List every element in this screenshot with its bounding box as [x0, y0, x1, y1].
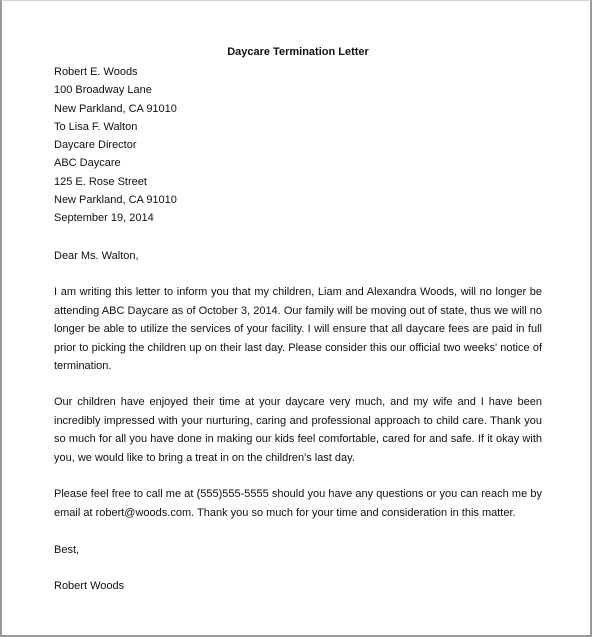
recipient-city: New Parkland, CA 91010 — [54, 194, 177, 207]
body-paragraph: Our children have enjoyed their time at your daycare very much, and my wife and I have been incredibly impressed with your nurturing, caring and professional approach to child care. Thank you so much for all you have done in making our kids feel comfortable, cared for and safe. If it okay with you, we would like to bring a treat in on the children's last day. — [54, 396, 542, 464]
letter-date: September 19, 2014 — [54, 212, 154, 225]
sender-street: 100 Broadway Lane — [54, 84, 152, 97]
recipient-street: 125 E. Rose Street — [54, 175, 147, 188]
letter-title: Daycare Termination Letter — [227, 46, 369, 58]
address-block — [54, 63, 177, 228]
signature-name: Robert Woods — [54, 580, 125, 592]
salutation: Dear Ms. Walton, — [54, 250, 139, 262]
closing: Best, — [54, 544, 80, 556]
body-paragraph: I am writing this letter to inform you that my children, Liam and Alexandra Woods, will no longer be attending ABC Daycare as of October 3, 2014. Our family will be moving out of state, thus we will no longer be able to utilize the services of your facility. I will ensure that all daycare fees are paid in full prior to picking the children up on their last day. Please consider this our official two weeks' notice of termination. — [54, 286, 542, 372]
body-paragraph: Please feel free to call me at (555)555-5555 should you have any questions or you can reach me by email at robert@woods.com. Thank you so much for your time and consideration in this matter. — [54, 488, 542, 519]
recipient-organization: ABC Daycare — [54, 157, 121, 170]
recipient-title: Daycare Director — [54, 139, 137, 152]
sender-city: New Parkland, CA 91010 — [54, 102, 177, 115]
recipient-name: To Lisa F. Walton — [54, 120, 138, 133]
sender-name: Robert E. Woods — [54, 66, 138, 78]
